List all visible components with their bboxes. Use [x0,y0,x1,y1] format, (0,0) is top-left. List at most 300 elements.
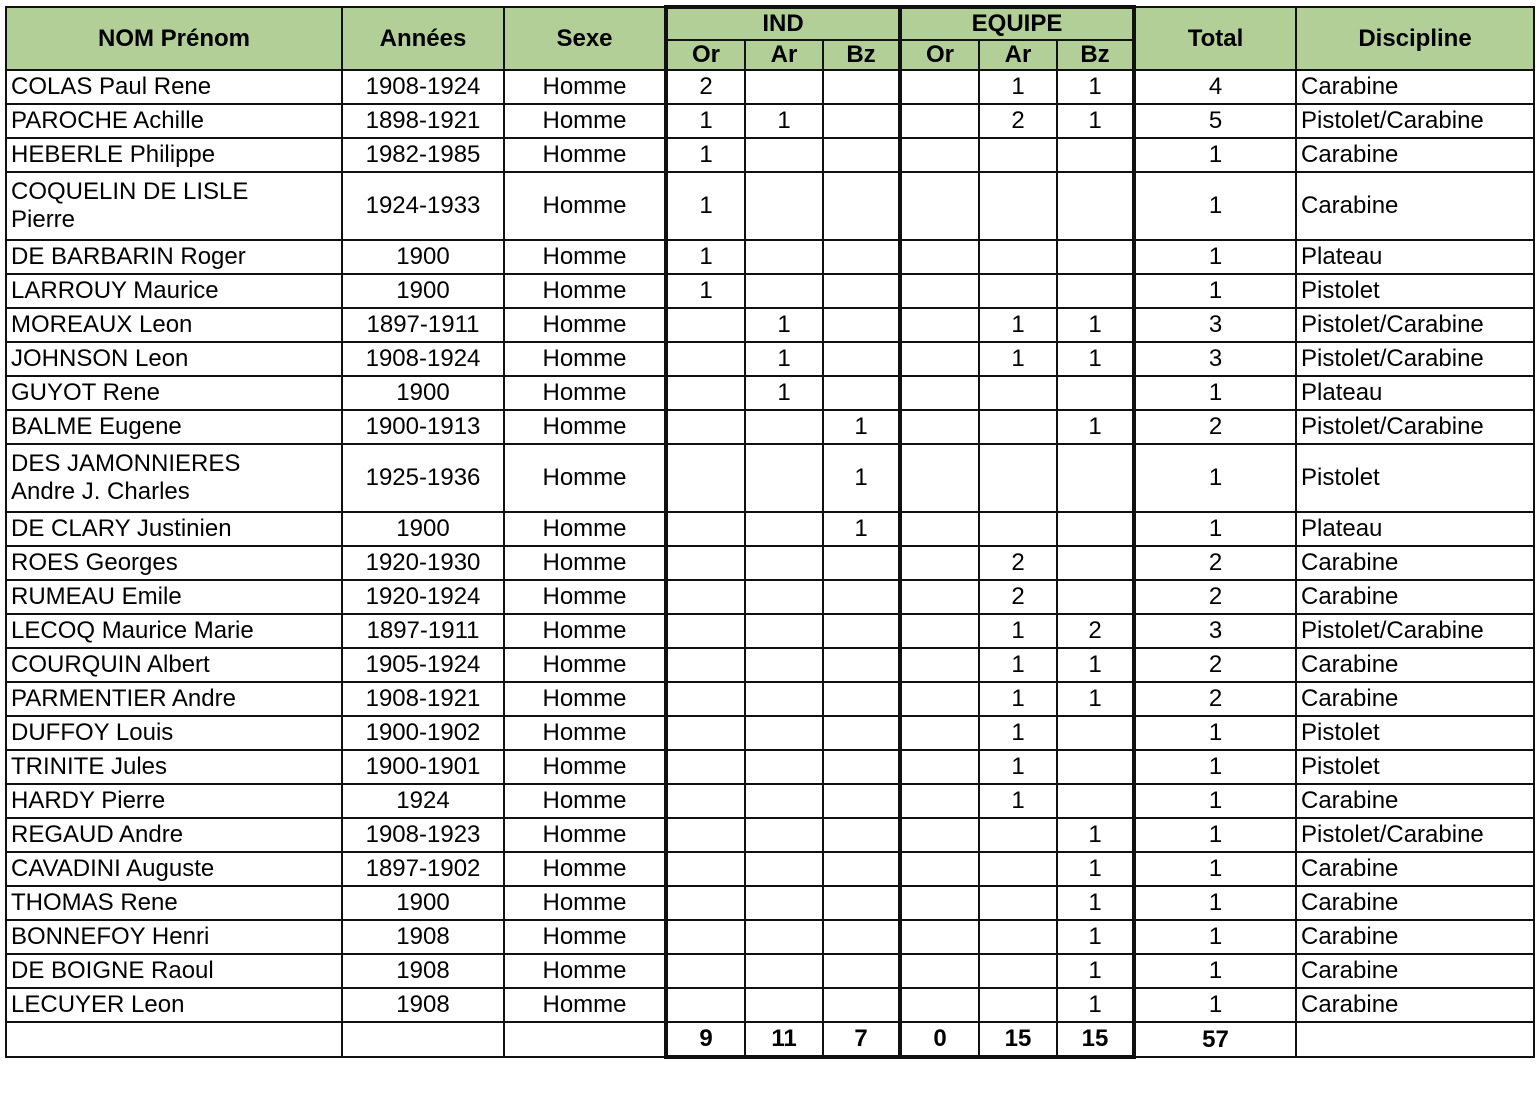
cell-discipline: Carabine [1296,784,1534,818]
cell-ind-bz [823,716,900,750]
cell-sex: Homme [504,682,666,716]
cell-sex: Homme [504,376,666,410]
cell-sex: Homme [504,648,666,682]
cell-eq-or [900,784,979,818]
cell-sex: Homme [504,138,666,172]
cell-total: 4 [1134,70,1296,104]
cell-eq-or [900,104,979,138]
cell-total: 2 [1134,682,1296,716]
cell-years: 1924 [342,784,504,818]
cell-name: COQUELIN DE LISLE Pierre [6,172,342,240]
table-row [6,614,1534,648]
cell-eq-or [900,512,979,546]
cell-discipline: Carabine [1296,988,1534,1022]
cell-years: 1900 [342,886,504,920]
cell-ind-bz [823,954,900,988]
cell-eq-or [900,682,979,716]
cell-ind-or [666,852,745,886]
cell-name: LECOQ Maurice Marie [6,614,342,648]
table-row [6,444,1534,512]
table-row [6,852,1534,886]
cell-eq-bz [1057,512,1134,546]
cell-total: 2 [1134,580,1296,614]
cell-eq-or [900,614,979,648]
cell-sex: Homme [504,716,666,750]
cell-eq-bz: 1 [1057,308,1134,342]
cell-ind-ar [745,512,823,546]
cell-total: 1 [1134,172,1296,240]
cell-total: 1 [1134,886,1296,920]
cell-years: 1897-1911 [342,614,504,648]
cell-years: 1898-1921 [342,104,504,138]
cell-total: 3 [1134,308,1296,342]
cell-name: THOMAS Rene [6,886,342,920]
cell-name: MOREAUX Leon [6,308,342,342]
cell-eq-bz: 1 [1057,648,1134,682]
total-eq-ar: 15 [979,1022,1057,1057]
cell-sex: Homme [504,410,666,444]
cell-eq-or [900,240,979,274]
totals-sex-empty [504,1022,666,1057]
cell-years: 1900-1913 [342,410,504,444]
cell-eq-bz: 1 [1057,818,1134,852]
cell-years: 1908 [342,954,504,988]
table-header [6,7,1534,70]
cell-eq-ar: 2 [979,546,1057,580]
table-row [6,648,1534,682]
cell-ind-or [666,954,745,988]
cell-years: 1900 [342,376,504,410]
cell-eq-ar [979,138,1057,172]
cell-ind-bz [823,920,900,954]
cell-years: 1900 [342,274,504,308]
cell-discipline: Pistolet [1296,716,1534,750]
cell-eq-bz: 1 [1057,70,1134,104]
table-row [6,308,1534,342]
table-row [6,988,1534,1022]
cell-eq-or [900,444,979,512]
table-row [6,818,1534,852]
cell-eq-ar: 2 [979,580,1057,614]
cell-discipline: Plateau [1296,376,1534,410]
total-eq-bz: 15 [1057,1022,1134,1057]
cell-eq-bz: 1 [1057,886,1134,920]
cell-sex: Homme [504,614,666,648]
cell-ind-ar [745,750,823,784]
header-discipline: Discipline [1296,7,1534,70]
cell-ind-ar: 1 [745,376,823,410]
cell-eq-bz: 1 [1057,342,1134,376]
cell-ind-or [666,444,745,512]
cell-eq-or [900,988,979,1022]
cell-ind-ar [745,852,823,886]
cell-years: 1908 [342,920,504,954]
cell-ind-or [666,818,745,852]
cell-years: 1920-1930 [342,546,504,580]
table-row [6,920,1534,954]
cell-eq-or [900,342,979,376]
cell-total: 1 [1134,274,1296,308]
cell-eq-ar: 2 [979,104,1057,138]
cell-discipline: Pistolet/Carabine [1296,104,1534,138]
cell-eq-bz [1057,376,1134,410]
cell-ind-bz [823,70,900,104]
cell-sex: Homme [504,172,666,240]
cell-eq-ar [979,376,1057,410]
cell-name: JOHNSON Leon [6,342,342,376]
table-row [6,240,1534,274]
table-row [6,750,1534,784]
cell-years: 1925-1936 [342,444,504,512]
cell-name: PAROCHE Achille [6,104,342,138]
cell-ind-or [666,342,745,376]
cell-eq-or [900,376,979,410]
header-eq-ar: Ar [979,40,1057,70]
cell-eq-bz [1057,274,1134,308]
cell-discipline: Pistolet [1296,444,1534,512]
cell-discipline: Carabine [1296,886,1534,920]
cell-discipline: Carabine [1296,682,1534,716]
totals-name-empty [6,1022,342,1057]
cell-eq-or [900,648,979,682]
totals-years-empty [342,1022,504,1057]
cell-discipline: Pistolet/Carabine [1296,614,1534,648]
cell-eq-bz [1057,138,1134,172]
cell-ind-bz [823,580,900,614]
cell-years: 1908-1923 [342,818,504,852]
cell-eq-bz [1057,750,1134,784]
cell-discipline: Carabine [1296,138,1534,172]
cell-eq-ar [979,410,1057,444]
cell-ind-bz [823,750,900,784]
cell-eq-or [900,818,979,852]
cell-ind-bz [823,682,900,716]
cell-ind-ar [745,240,823,274]
table-footer [6,1022,1534,1057]
cell-name: GUYOT Rene [6,376,342,410]
cell-ind-ar [745,648,823,682]
cell-eq-ar: 1 [979,342,1057,376]
cell-eq-or [900,920,979,954]
cell-ind-ar [745,172,823,240]
cell-ind-or: 1 [666,274,745,308]
table-row [6,138,1534,172]
cell-ind-bz [823,240,900,274]
cell-ind-bz [823,138,900,172]
cell-ind-bz [823,818,900,852]
cell-eq-bz: 1 [1057,920,1134,954]
cell-ind-or: 1 [666,172,745,240]
cell-eq-ar [979,954,1057,988]
cell-sex: Homme [504,274,666,308]
cell-eq-ar [979,920,1057,954]
cell-years: 1908-1924 [342,342,504,376]
cell-sex: Homme [504,104,666,138]
cell-sex: Homme [504,342,666,376]
cell-sex: Homme [504,70,666,104]
header-name: NOM Prénom [6,7,342,70]
cell-eq-or [900,886,979,920]
cell-name: DE BARBARIN Roger [6,240,342,274]
cell-total: 1 [1134,444,1296,512]
cell-eq-bz [1057,444,1134,512]
medal-table-container [5,5,1535,1059]
cell-ind-ar: 1 [745,104,823,138]
cell-total: 1 [1134,750,1296,784]
cell-discipline: Plateau [1296,240,1534,274]
cell-name: COURQUIN Albert [6,648,342,682]
cell-discipline: Carabine [1296,954,1534,988]
cell-eq-ar [979,512,1057,546]
cell-discipline: Carabine [1296,70,1534,104]
cell-ind-ar [745,682,823,716]
cell-ind-ar [745,954,823,988]
cell-years: 1905-1924 [342,648,504,682]
cell-years: 1982-1985 [342,138,504,172]
cell-ind-or [666,682,745,716]
totals-row [6,1022,1534,1057]
cell-ind-bz [823,172,900,240]
cell-ind-or: 1 [666,104,745,138]
cell-sex: Homme [504,818,666,852]
cell-eq-ar [979,172,1057,240]
table-row [6,512,1534,546]
cell-ind-bz [823,852,900,886]
cell-eq-ar: 1 [979,614,1057,648]
cell-ind-ar [745,716,823,750]
cell-ind-or: 1 [666,240,745,274]
cell-total: 1 [1134,376,1296,410]
cell-discipline: Carabine [1296,852,1534,886]
cell-ind-ar: 1 [745,308,823,342]
cell-ind-bz [823,308,900,342]
cell-ind-ar [745,138,823,172]
cell-name: PARMENTIER Andre [6,682,342,716]
cell-ind-or [666,546,745,580]
total-ind-bz: 7 [823,1022,900,1057]
cell-sex: Homme [504,988,666,1022]
cell-total: 1 [1134,784,1296,818]
table-row [6,784,1534,818]
table-row [6,546,1534,580]
cell-ind-ar [745,614,823,648]
cell-ind-or [666,886,745,920]
cell-sex: Homme [504,308,666,342]
cell-discipline: Pistolet [1296,750,1534,784]
cell-ind-ar [745,886,823,920]
cell-sex: Homme [504,750,666,784]
cell-eq-or [900,546,979,580]
cell-years: 1908-1924 [342,70,504,104]
cell-eq-bz: 2 [1057,614,1134,648]
cell-sex: Homme [504,512,666,546]
cell-total: 3 [1134,614,1296,648]
cell-ind-bz: 1 [823,512,900,546]
cell-name: REGAUD Andre [6,818,342,852]
cell-ind-or [666,376,745,410]
header-sex: Sexe [504,7,666,70]
table-row [6,342,1534,376]
cell-eq-ar: 1 [979,784,1057,818]
cell-eq-bz: 1 [1057,852,1134,886]
cell-total: 1 [1134,988,1296,1022]
cell-discipline: Carabine [1296,546,1534,580]
cell-eq-ar: 1 [979,750,1057,784]
cell-ind-bz [823,546,900,580]
cell-ind-ar [745,988,823,1022]
cell-eq-bz: 1 [1057,988,1134,1022]
cell-total: 2 [1134,410,1296,444]
cell-ind-or [666,750,745,784]
cell-ind-or [666,614,745,648]
cell-total: 1 [1134,138,1296,172]
cell-total: 3 [1134,342,1296,376]
cell-eq-ar: 1 [979,682,1057,716]
cell-sex: Homme [504,546,666,580]
table-row [6,410,1534,444]
cell-eq-bz [1057,784,1134,818]
cell-eq-ar [979,444,1057,512]
cell-years: 1908-1921 [342,682,504,716]
table-row [6,70,1534,104]
cell-sex: Homme [504,580,666,614]
cell-total: 1 [1134,240,1296,274]
cell-total: 1 [1134,818,1296,852]
cell-ind-or [666,410,745,444]
header-ind: IND [666,7,900,40]
cell-years: 1900-1901 [342,750,504,784]
cell-sex: Homme [504,240,666,274]
cell-eq-ar: 1 [979,70,1057,104]
total-ind-ar: 11 [745,1022,823,1057]
cell-sex: Homme [504,920,666,954]
cell-years: 1920-1924 [342,580,504,614]
cell-eq-bz [1057,716,1134,750]
cell-discipline: Carabine [1296,648,1534,682]
total-eq-or: 0 [900,1022,979,1057]
cell-ind-bz [823,104,900,138]
cell-eq-ar [979,886,1057,920]
cell-ind-ar [745,818,823,852]
cell-discipline: Pistolet/Carabine [1296,410,1534,444]
cell-ind-or [666,988,745,1022]
cell-eq-or [900,580,979,614]
cell-discipline: Pistolet [1296,274,1534,308]
cell-ind-or [666,784,745,818]
cell-sex: Homme [504,784,666,818]
cell-eq-or [900,954,979,988]
table-row [6,580,1534,614]
cell-ind-ar [745,920,823,954]
table-row [6,376,1534,410]
cell-name: BALME Eugene [6,410,342,444]
cell-discipline: Carabine [1296,920,1534,954]
cell-eq-or [900,852,979,886]
cell-ind-bz: 1 [823,410,900,444]
cell-name: DE CLARY Justinien [6,512,342,546]
cell-ind-or [666,512,745,546]
cell-eq-or [900,172,979,240]
cell-total: 2 [1134,648,1296,682]
cell-ind-or [666,648,745,682]
cell-discipline: Plateau [1296,512,1534,546]
cell-ind-bz [823,886,900,920]
cell-ind-ar [745,580,823,614]
cell-name: LARROUY Maurice [6,274,342,308]
cell-total: 5 [1134,104,1296,138]
cell-total: 1 [1134,512,1296,546]
cell-name: RUMEAU Emile [6,580,342,614]
cell-ind-ar: 1 [745,342,823,376]
cell-years: 1908 [342,988,504,1022]
cell-eq-ar: 1 [979,648,1057,682]
table-row [6,274,1534,308]
header-ind-bz: Bz [823,40,900,70]
cell-ind-bz [823,274,900,308]
table-row [6,104,1534,138]
cell-years: 1900 [342,240,504,274]
cell-eq-bz [1057,546,1134,580]
cell-discipline: Carabine [1296,172,1534,240]
cell-ind-bz [823,784,900,818]
cell-ind-or: 2 [666,70,745,104]
cell-eq-ar: 1 [979,716,1057,750]
cell-name: COLAS Paul Rene [6,70,342,104]
header-ind-or: Or [666,40,745,70]
cell-eq-or [900,308,979,342]
cell-years: 1924-1933 [342,172,504,240]
cell-eq-bz [1057,240,1134,274]
medal-table [5,5,1535,1059]
total-all: 57 [1134,1022,1296,1057]
cell-ind-ar [745,444,823,512]
cell-eq-or [900,274,979,308]
cell-eq-or [900,70,979,104]
cell-eq-or [900,750,979,784]
cell-name: BONNEFOY Henri [6,920,342,954]
cell-eq-ar [979,274,1057,308]
cell-name: DE BOIGNE Raoul [6,954,342,988]
cell-sex: Homme [504,444,666,512]
cell-eq-or [900,138,979,172]
cell-name: LECUYER Leon [6,988,342,1022]
cell-eq-or [900,716,979,750]
cell-eq-ar: 1 [979,308,1057,342]
cell-years: 1897-1911 [342,308,504,342]
cell-sex: Homme [504,954,666,988]
cell-eq-bz [1057,172,1134,240]
cell-total: 1 [1134,920,1296,954]
cell-total: 2 [1134,546,1296,580]
header-equipe: EQUIPE [900,7,1134,40]
cell-name: HEBERLE Philippe [6,138,342,172]
table-row [6,886,1534,920]
table-row [6,682,1534,716]
header-eq-bz: Bz [1057,40,1134,70]
cell-name: HARDY Pierre [6,784,342,818]
cell-ind-ar [745,546,823,580]
cell-years: 1900 [342,512,504,546]
cell-ind-or: 1 [666,138,745,172]
cell-years: 1897-1902 [342,852,504,886]
header-eq-or: Or [900,40,979,70]
header-years: Années [342,7,504,70]
cell-name: CAVADINI Auguste [6,852,342,886]
header-total: Total [1134,7,1296,70]
cell-ind-ar [745,274,823,308]
cell-ind-or [666,308,745,342]
cell-eq-ar [979,988,1057,1022]
